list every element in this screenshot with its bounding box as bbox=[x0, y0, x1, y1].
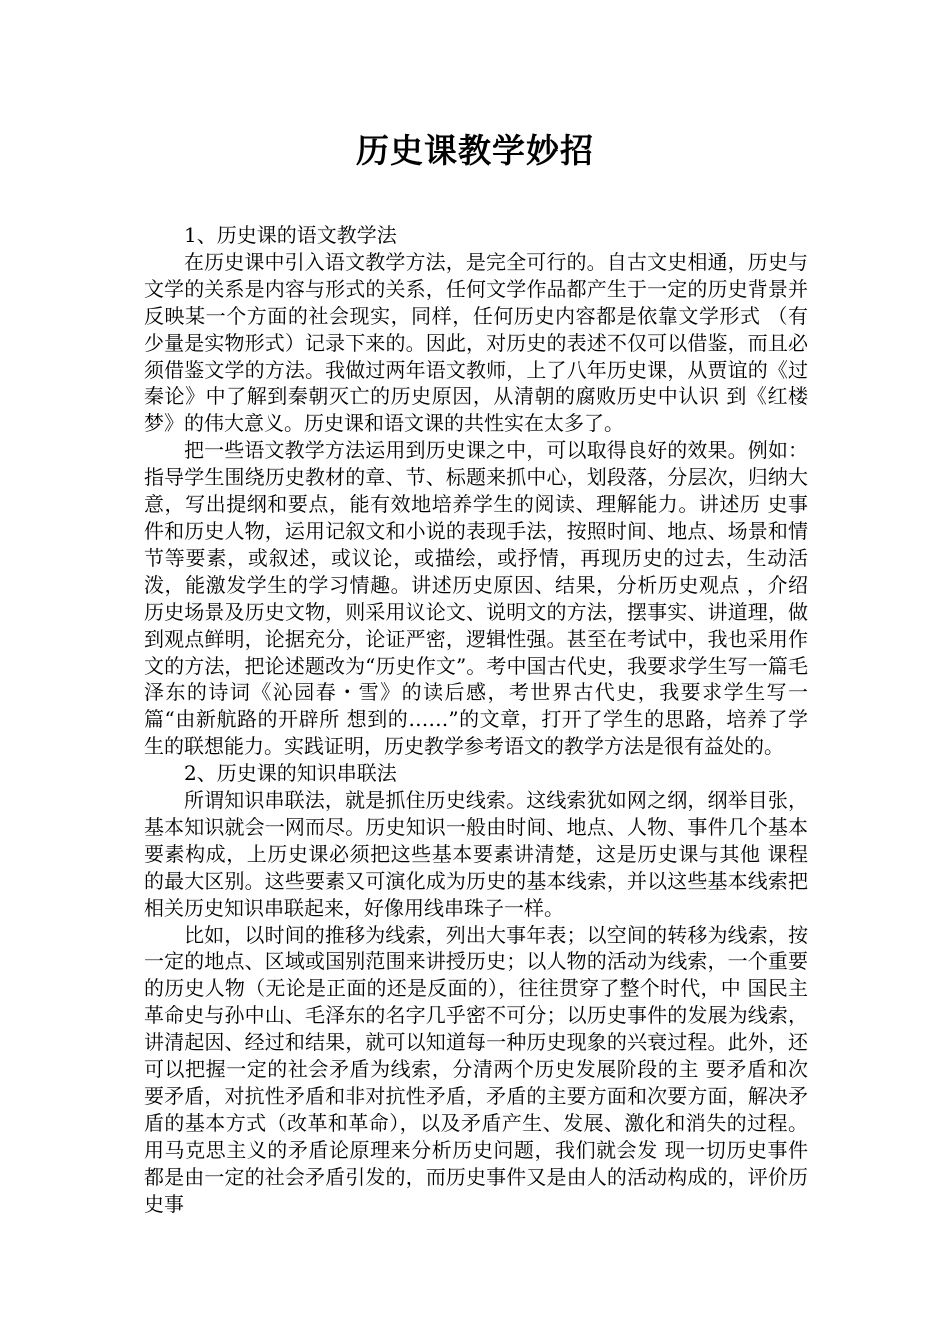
paragraph: 比如，以时间的推移为线索，列出大事年表；以空间的转移为线索，按一定的地点、区域或国别范围来讲授历史；以人物的活动为线索，一个重要的历史人物（无论是正面的还是反面的），往往贯穿了整个时代，中 国民主革命史与孙中山、毛泽东的名字几乎密不可分；以历史事件的发展为线索，讲清起因、经过和结果，就可以知道每一种历史现象的兴衰过程。此外，还可以把握一定的社会矛盾为线索，分清两个历史发展阶段的主 要矛盾和次要矛盾，对抗性矛盾和非对抗性矛盾，矛盾的主要方面和次要方面，解决矛盾的基本方式（改革和革命），以及矛盾产生、发展、激化和消失的过程。用马克思主义的矛盾论原理来分析历史问题，我们就会发 现一切历史事件都是由一定的社会矛盾引发的，而历史事件又是由人的活动构成的，评价历史事 bbox=[144, 922, 808, 1216]
document-title: 历史课教学妙招 bbox=[356, 131, 594, 170]
paragraph: 把一些语文教学方法运用到历史课之中，可以取得良好的效果。例如：指导学生围绕历史教材的章、节、标题来抓中心，划段落，分层次，归纳大意，写出提纲和要点，能有效地培养学生的阅读、理解能力。讲述历 史事件和历史人物，运用记叙文和小说的表现手法，按照时间、地点、场景和情节等要素，或叙述，或议论，或描绘，或抒情，再现历史的过去，生动活泼，能激发学生的学习情趣。讲述历史原因、结果，分析历史观点 ，介绍历史场景及历史文物，则采用议论文、说明文的方法，摆事实、讲道理，做到观点鲜明，论据充分，论证严密，逻辑性强。甚至在考试中，我也采用作文的方法，把论述题改为“历史作文”。考中国古代史，我要求学生写一篇毛泽东的诗词《沁园春・雪》的读后感，考世界古代史，我要求学生写一篇“由新航路的开辟所 想到的……”的文章，打开了学生的思路，培养了学生的联想能力。实践证明，历史教学参考语文的教学方法是很有益处的。 bbox=[144, 438, 808, 759]
paragraph: 在历史课中引入语文教学方法，是完全可行的。自古文史相通，历史与文学的关系是内容与形式的关系，任何文学作品都产生于一定的历史背景并反映某一个方面的社会现实，同样，任何历史内容都是依靠文学形式 （有少量是实物形式）记录下来的。因此，对历史的表述不仅可以借鉴，而且必须借鉴文学的方法。我做过两年语文教师，上了八年历史课，从贾谊的《过秦论》中了解到秦朝灭亡的历史原因，从清朝的腐败历史中认识 到《红楼梦》的伟大意义。历史课和语文课的共性实在太多了。 bbox=[144, 249, 808, 436]
paragraph: 所谓知识串联法，就是抓住历史线索。这线索犹如网之纲，纲举目张，基本知识就会一网而尽。历史知识一般由时间、地点、人物、事件几个基本要素构成，上历史课必须把这些基本要素讲清楚，这是历史课与其他 课程的最大区别。这些要素又可演化成为历史的基本线索，并以这些基本线索把相关历史知识串联起来，好像用线串珠子一样。 bbox=[144, 788, 808, 920]
document-body bbox=[144, 222, 808, 1218]
section-heading: 2、历史课的知识串联法 bbox=[184, 761, 397, 786]
section-heading: 1、历史课的语文教学法 bbox=[184, 223, 397, 247]
